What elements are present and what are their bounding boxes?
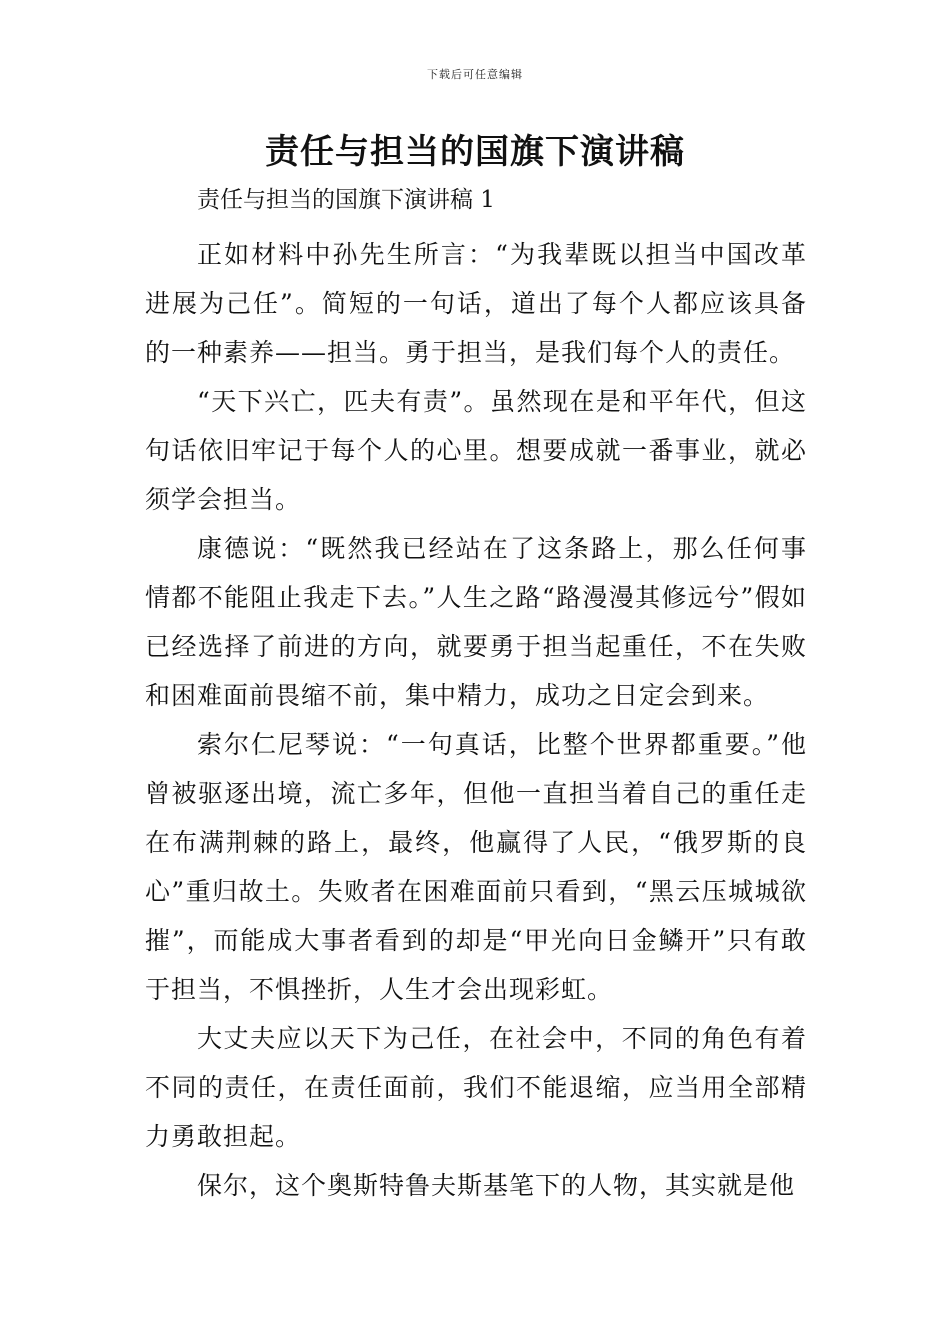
document-body [145, 180, 807, 1210]
document-title: 责任与担当的国旗下演讲稿 [265, 132, 685, 172]
paragraph-6: 保尔，这个奥斯特鲁夫斯基笔下的人物，其实就是他 [197, 1171, 796, 1200]
paragraph-4: 索尔仁尼琴说：“一句真话，比整个世界都重要。”他曾被驱逐出境，流亡多年，但他一直担当着自己的重任走在布满荆棘的路上，最终，他赢得了人民，“俄罗斯的良心”重归故土。失败者在困难面前只看到，“黑云压城城欲摧”，而能成大事者看到的却是“甲光向日金鳞开”只有敢于担当，不惧挫折，人生才会出现彩虹。 [145, 730, 807, 1004]
download-note: 下载后可任意编辑 [427, 68, 523, 81]
paragraph-2: “天下兴亡，匹夫有责”。虽然现在是和平年代，但这句话依旧牢记于每个人的心里。想要成就一番事业，就必须学会担当。 [145, 387, 807, 514]
paragraph-5: 大丈夫应以天下为己任，在社会中，不同的角色有着不同的责任，在责任面前，我们不能退缩，应当用全部精力勇敢担起。 [145, 1024, 807, 1151]
document-subtitle: 责任与担当的国旗下演讲稿 1 [197, 187, 495, 213]
paragraph-3: 康德说：“既然我已经站在了这条路上，那么任何事情都不能阻止我走下去。”人生之路“路漫漫其修远兮”假如已经选择了前进的方向，就要勇于担当起重任，不在失败和困难面前畏缩不前，集中精力，成功之日定会到来。 [145, 534, 807, 710]
paragraph-1: 正如材料中孙先生所言：“为我辈既以担当中国改革进展为己任”。简短的一句话，道出了每个人都应该具备的一种素养——担当。勇于担当，是我们每个人的责任。 [145, 240, 807, 367]
